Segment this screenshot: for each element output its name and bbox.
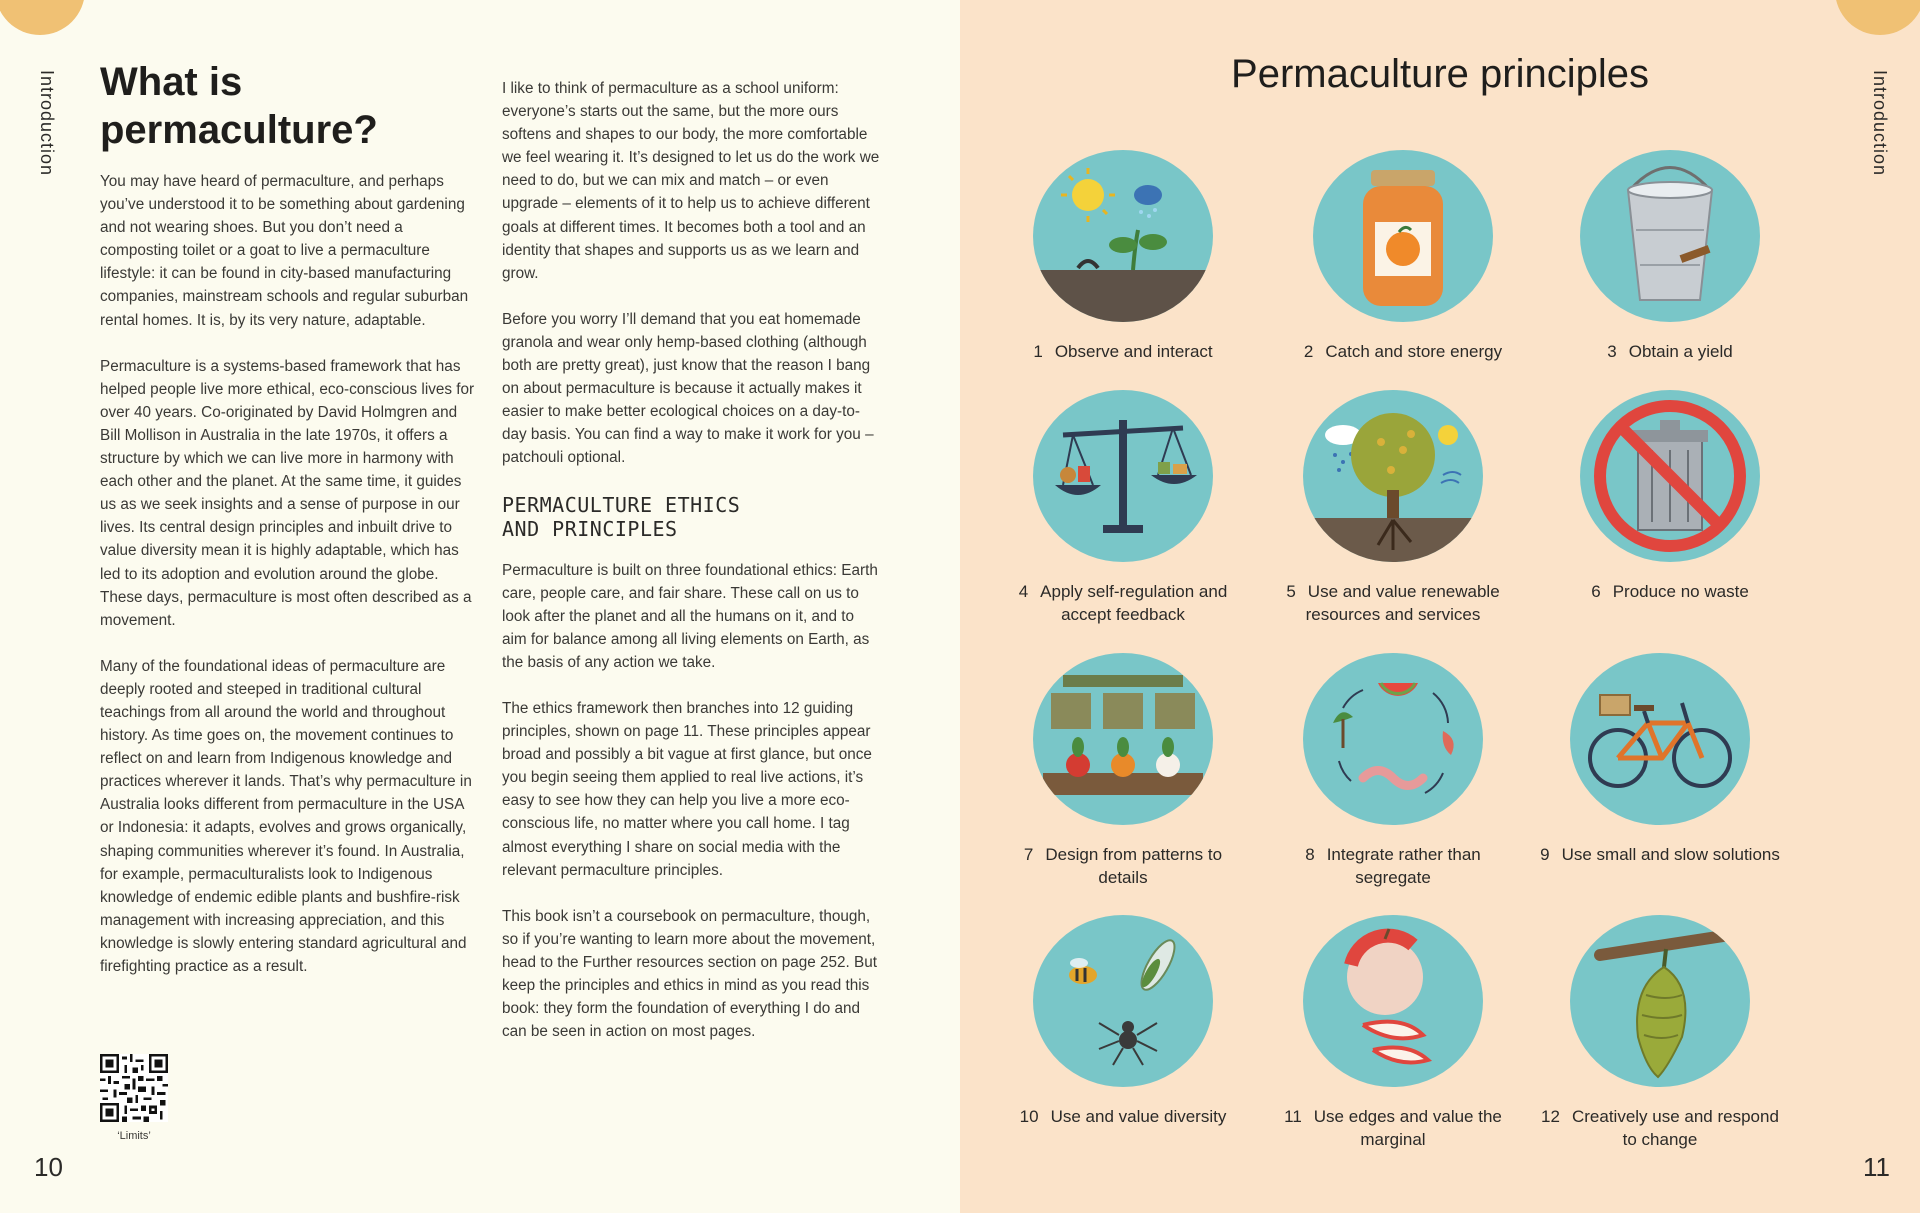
principle-number: 9 bbox=[1540, 845, 1550, 864]
tree-weather-icon bbox=[1303, 390, 1483, 562]
principle-card bbox=[1273, 390, 1513, 626]
principle-number: 10 bbox=[1019, 1107, 1039, 1126]
insects-icon bbox=[1033, 915, 1213, 1087]
corner-decoration bbox=[0, 0, 85, 35]
paragraph: Permaculture is built on three foundational ethics: Earth care, people care, and fair share. These call on us to look after the planet and all the humans on it, and to aim for balance among all living elements on Earth, as the basis of any action we take. bbox=[502, 561, 878, 671]
corner-decoration bbox=[1835, 0, 1920, 35]
page-number: 11 bbox=[1863, 1152, 1890, 1182]
principle-number: 4 bbox=[1018, 582, 1029, 601]
principle-label: Catch and store energy bbox=[1325, 342, 1503, 361]
text-column-1 bbox=[100, 170, 480, 1001]
principle-label: Use edges and value the marginal bbox=[1313, 1107, 1502, 1149]
principle-card bbox=[1273, 915, 1513, 1151]
principle-number: 1 bbox=[1033, 342, 1043, 361]
sun-seedling-icon bbox=[1033, 150, 1213, 322]
qr-caption: ‘Limits’ bbox=[117, 1130, 151, 1142]
principle-card bbox=[1540, 915, 1780, 1151]
principle-label: Creatively use and respond to change bbox=[1571, 1107, 1779, 1149]
paragraph: I like to think of permaculture as a school uniform: everyone’s starts out the same, but the more ours softens and shapes to our body, the more comfortable we feel wearing it. It’s designed to let us do the work we need to do, but we can mix and match – or even upgrade – elements of it to help us to achieve different goals at different times. It becomes both a tool and an identity that shapes and supports us as we learn and grow. bbox=[502, 80, 880, 282]
page-title: What is permaculture? bbox=[100, 60, 378, 152]
preserve-jar-icon bbox=[1313, 150, 1493, 322]
principle-card bbox=[1003, 150, 1243, 363]
principle-number: 5 bbox=[1286, 582, 1296, 601]
balance-scale-icon bbox=[1033, 390, 1213, 562]
principle-card bbox=[1550, 150, 1790, 363]
side-label: Introduction bbox=[37, 70, 57, 177]
principle-label: Design from patterns to details bbox=[1045, 845, 1223, 887]
principle-card bbox=[1550, 390, 1790, 603]
paragraph: This book isn’t a coursebook on permaculture, though, so if you’re wanting to learn more about the movement, head to the Further resources section on page 252. But keep the principles and ethics in mind as you read this book: they form the foundation of everything I do and can be seen in action on most pages. bbox=[502, 907, 878, 1041]
principle-label: Integrate rather than segregate bbox=[1326, 845, 1481, 887]
apple-peel-icon bbox=[1303, 915, 1483, 1087]
bicycle-icon bbox=[1570, 653, 1750, 825]
principle-card bbox=[1540, 653, 1780, 866]
principle-label: Use and value renewable resources and services bbox=[1305, 582, 1500, 624]
principle-card bbox=[1003, 915, 1243, 1128]
principle-number: 6 bbox=[1591, 582, 1601, 601]
principle-label: Apply self-regulation and accept feedback bbox=[1040, 582, 1228, 624]
qr-code-icon[interactable] bbox=[100, 1054, 168, 1122]
paragraph: You may have heard of permaculture, and perhaps you’ve understood it to be something about gardening and not wearing shoes. But you don’t need a composting toilet or a goat to live a permaculture lifestyle: it can be found in city-based manufacturing companies, mainstream schools and regular suburban rental homes. It is, by its very nature, adaptable. bbox=[100, 173, 469, 329]
text-column-2 bbox=[502, 77, 882, 1066]
principle-label: Observe and interact bbox=[1054, 342, 1213, 361]
right-page bbox=[960, 0, 1920, 1213]
no-trash-icon bbox=[1580, 390, 1760, 562]
paragraph: Before you worry I’ll demand that you eat homemade granola and wear only hemp-based clothing (although both are pretty great), just know that the reason I bang on about permaculture is because it actually makes it easier to make better ecological choices on a day-to-day basis. You can find a way to make it work for you – patchouli optional. bbox=[502, 310, 874, 467]
principle-label: Obtain a yield bbox=[1628, 342, 1733, 361]
paragraph: The ethics framework then branches into 12 guiding principles, shown on page 11. These principles appear broad and possibly a bit vague at first glance, but once you begin seeing them applied to real live actions, it’s easy to see how they can help you live a more eco-conscious life, no matter where you call home. I tag almost everything I share on social media with the relevant permaculture principles. bbox=[502, 699, 872, 879]
principle-card bbox=[1003, 390, 1243, 626]
principle-label: Produce no waste bbox=[1612, 582, 1749, 601]
paragraph: Permaculture is a systems-based framework that has helped people live more ethical, eco-conscious lives for over 40 years. Co-originated by David Holmgren and Bill Mollison in Australia in the late 1970s, it offers a structure by which we can live more in harmony with each other and the planet. At the same time, it guides us as we seek insights and a sense of purpose in our lives. Its central design principles and inbuilt drive to value diversity mean it is highly adaptable, which has led to its adoption and evolution around the globe. These days, permaculture is most often described as a movement. bbox=[100, 357, 475, 629]
side-label: Introduction bbox=[1870, 70, 1890, 177]
principle-label: Use and value diversity bbox=[1050, 1107, 1227, 1126]
principle-number: 3 bbox=[1607, 342, 1617, 361]
page-title: Permaculture principles bbox=[1231, 52, 1649, 96]
bucket-icon bbox=[1580, 150, 1760, 322]
principle-number: 11 bbox=[1284, 1107, 1302, 1126]
paragraph: Many of the foundational ideas of permaculture are deeply rooted and steeped in traditional cultural teachings from all around the world and throughout history. As time goes on, the movement continues to reflect on and learn from Indigenous knowledge and practices wherever it lands. That’s why permaculture in Australia looks different from permaculture in the USA or Indonesia: it adapts, evolves and grows organically, shaping communities wherever it’s found. In Australia, for example, permaculturalists look to Indigenous knowledge of endemic edible plants and bushfire-risk management with increasing appreciation, and this knowledge is slowly entering standard agricultural and firefighting practice as a result. bbox=[100, 657, 472, 975]
garden-beds-icon bbox=[1033, 653, 1213, 825]
principle-number: 8 bbox=[1305, 845, 1315, 864]
page-number: 10 bbox=[34, 1152, 63, 1182]
principle-card bbox=[1273, 653, 1513, 889]
section-heading: PERMACULTURE ETHICS AND PRINCIPLES bbox=[502, 492, 741, 541]
principle-card bbox=[1003, 653, 1243, 889]
principle-card bbox=[1283, 150, 1523, 363]
principle-number: 2 bbox=[1303, 342, 1314, 361]
compost-cycle-icon bbox=[1303, 653, 1483, 825]
principle-label: Use small and slow solutions bbox=[1561, 845, 1780, 864]
principle-number: 7 bbox=[1023, 845, 1034, 864]
principle-number: 12 bbox=[1541, 1107, 1560, 1126]
chrysalis-icon bbox=[1570, 915, 1750, 1087]
